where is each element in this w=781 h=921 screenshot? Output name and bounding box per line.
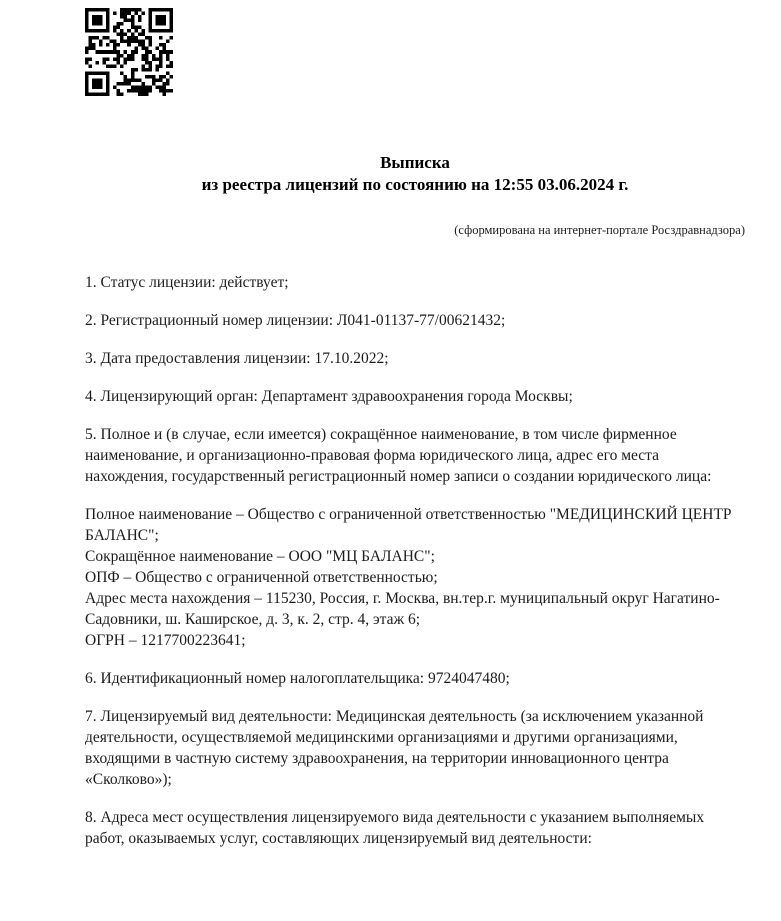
ogrn-line: ОГРН – 1217700223641; xyxy=(85,632,246,649)
address-line: Адрес места нахождения – 115230, Россия, г. Москва, вн.тер.г. муниципальный округ Нагатино-Садовники, ш. Каширское, д. 3, к. 2, стр. 4, этаж 6; xyxy=(85,590,720,628)
grant-date: 3. Дата предоставления лицензии: 17.10.2022; xyxy=(85,350,389,367)
full-name-line: Полное наименование – Общество с ограниченной ответственностью "МЕДИЦИНСКИЙ ЦЕНТР БАЛАНС"; xyxy=(85,506,732,544)
qr-code-svg xyxy=(85,8,173,96)
licensing-authority: 4. Лицензирующий орган: Департамент здравоохранения города Москвы; xyxy=(85,388,573,405)
license-status: 1. Статус лицензии: действует; xyxy=(85,274,289,291)
generated-note: (сформирована на интернет-портале Росздравнадзора) xyxy=(454,223,745,237)
document-title xyxy=(85,152,745,196)
activity-addresses-heading: 8. Адреса мест осуществления лицензируемого вида деятельности с указанием выполняемых работ, оказываемых услуг, составляющих лицензируемый вид деятельности: xyxy=(85,809,705,847)
inn-line: 6. Идентификационный номер налогоплательщика: 9724047480; xyxy=(85,670,510,687)
registration-number: 2. Регистрационный номер лицензии: Л041-01137-77/00621432; xyxy=(85,312,506,329)
opf-line: ОПФ – Общество с ограниченной ответственностью; xyxy=(85,569,438,586)
document-title-line2: из реестра лицензий по состоянию на 12:55 03.06.2024 г. xyxy=(201,175,629,194)
org-info-heading: 5. Полное и (в случае, если имеется) сокращённое наименование, в том числе фирменное наименование, и организационно-правовая форма юридического лица, адрес его места нахождения, государственный регистрационный номер записи о создании юридического лица: xyxy=(85,426,712,485)
document-title-line1: Выписка xyxy=(380,153,450,172)
company-details-block xyxy=(85,504,745,651)
document-body xyxy=(85,272,745,849)
qr-code-image xyxy=(85,8,173,96)
short-name-line: Сокращённое наименование – ООО "МЦ БАЛАНС"; xyxy=(85,548,435,565)
activity-type: 7. Лицензируемый вид деятельности: Медицинская деятельность (за исключением указанной деятельности, осуществляемой медицинскими организациями и другими организациями, входящими в частную систему здравоохранения, на территории инновационного центра «Сколково»); xyxy=(85,708,704,788)
